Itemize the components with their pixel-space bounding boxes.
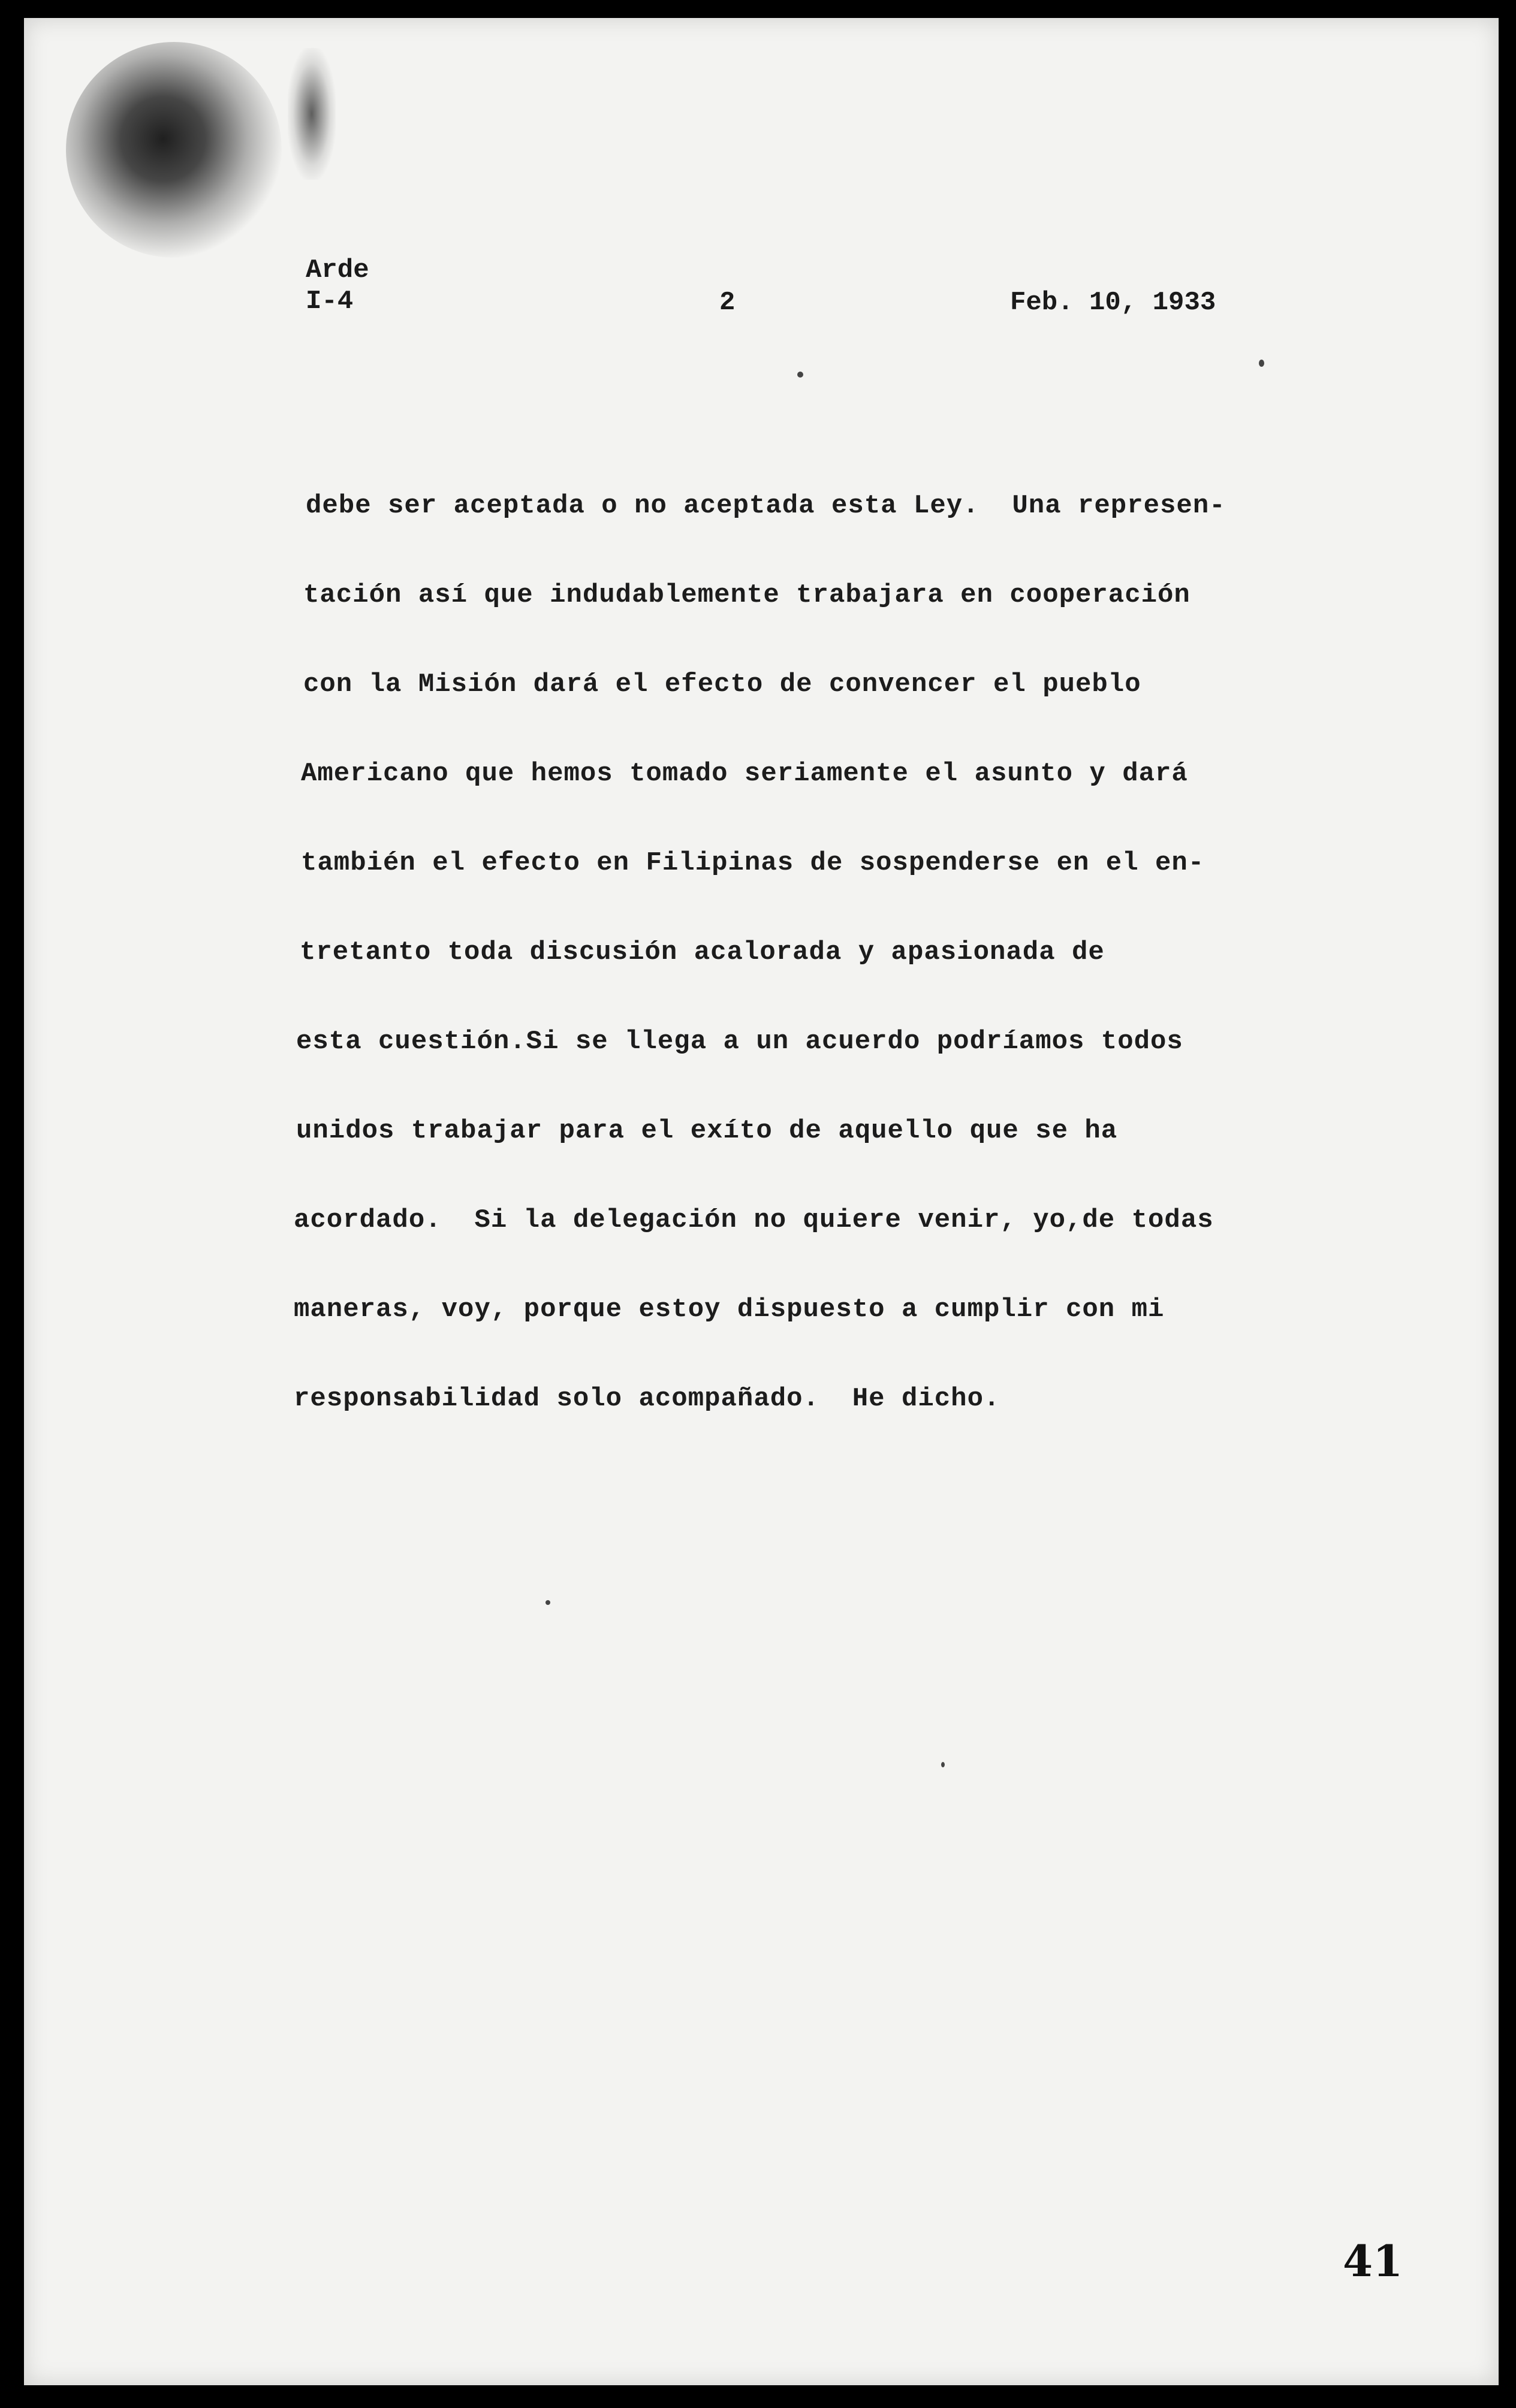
text-line: Americano que hemos tomado seriamente el asunto y dará [301,759,1188,789]
header-reference [306,255,369,317]
scan-speck [797,372,803,378]
text-line: debe ser aceptada o no aceptada esta Ley. Una represen- [306,491,1226,521]
document-page [24,18,1499,2385]
page-number: 2 [719,288,736,318]
ink-smudge [66,42,282,258]
author-code: Arde [306,255,369,285]
scan-speck [545,1600,550,1605]
text-line: tretanto toda discusión acalorada y apasionada de [300,937,1105,967]
text-line: acordado. Si la delegación no quiere venir, yo,de todas [294,1205,1214,1235]
scan-border-left [0,0,24,2408]
scan-speck [1259,360,1264,367]
text-line: responsabilidad solo acompañado. He dicho. [294,1384,1000,1414]
text-line: con la Misión dará el efecto de convencer el pueblo [303,669,1141,699]
folio-stamp: 41 [1343,2235,1403,2286]
text-line: maneras, voy, porque estoy dispuesto a cumplir con mi [294,1294,1165,1324]
body-paragraph [294,461,1361,1444]
document-date: Feb. 10, 1933 [1010,288,1216,318]
scan-border-right [1498,0,1516,2408]
reference-code: I-4 [306,286,354,316]
text-line: esta cuestión.Si se llega a un acuerdo podríamos todos [296,1027,1183,1057]
text-line: unidos trabajar para el exíto de aquello que se ha [296,1116,1118,1146]
text-line: también el efecto en Filipinas de sospenderse en el en- [301,848,1205,878]
scan-speck [941,1762,945,1767]
text-line: tación así que indudablemente trabajara en cooperación [303,580,1191,610]
ink-smudge-small [288,48,336,180]
